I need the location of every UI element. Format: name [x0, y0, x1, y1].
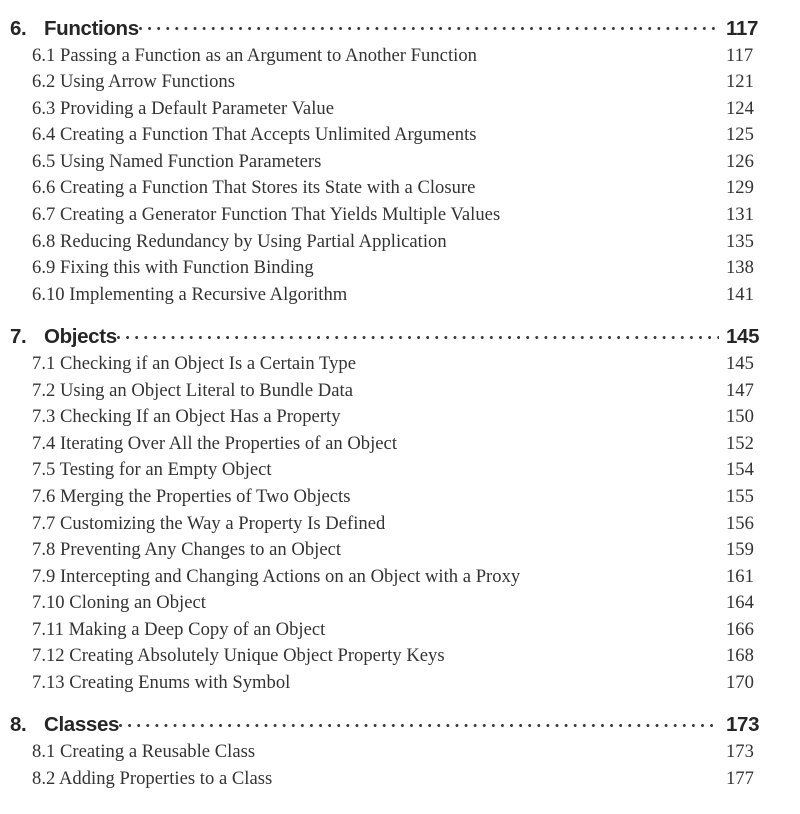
toc-entry-page-number: 177 — [726, 767, 754, 789]
toc-entry-label: 8.2 Adding Properties to a Class — [32, 767, 273, 789]
toc-entry-label: 6.10 Implementing a Recursive Algorithm — [32, 283, 348, 305]
toc-entry-label: 6.4 Creating a Function That Accepts Unlimited Arguments — [32, 124, 477, 146]
toc-entry-label: 6.7 Creating a Generator Function That Yields Multiple Values — [32, 204, 501, 226]
toc-entry-label: 7.10 Cloning an Object — [32, 592, 206, 614]
toc-entry-label: 7.1 Checking if an Object Is a Certain Type — [32, 352, 356, 374]
chapter-title: Objects — [44, 324, 117, 348]
toc-entry-label: 6.6 Creating a Function That Stores its State with a Closure — [32, 177, 476, 199]
toc-entry-label: 7.9 Intercepting and Changing Actions on an Object with a Proxy — [32, 565, 521, 587]
toc-entry-label: 7.12 Creating Absolutely Unique Object Property Keys — [32, 645, 445, 667]
toc-entry-page-number: 126 — [726, 150, 754, 172]
toc-entry-row[interactable] — [0, 484, 800, 511]
toc-entry-row[interactable] — [0, 670, 800, 697]
toc-entry-label: 6.5 Using Named Function Parameters — [32, 150, 322, 172]
toc-entry-page-number: 125 — [726, 124, 754, 146]
chapter-page-number: 117 — [726, 16, 759, 40]
toc-entry-page-number: 124 — [726, 97, 754, 119]
toc-entry-row[interactable] — [0, 431, 800, 458]
chapter-number: 8. — [10, 713, 27, 737]
dot-leader — [119, 711, 719, 732]
toc-entry-row[interactable] — [0, 457, 800, 484]
chapter-title: Functions — [44, 16, 139, 40]
toc-entry-label: 7.7 Customizing the Way a Property Is Defined — [32, 512, 386, 534]
toc-entry-label: 6.2 Using Arrow Functions — [32, 71, 235, 93]
toc-entry-page-number: 147 — [726, 379, 754, 401]
toc-entry-row[interactable] — [0, 175, 800, 202]
toc-entry-row[interactable] — [0, 739, 800, 766]
toc-entry-page-number: 161 — [726, 565, 754, 587]
toc-entry-row[interactable] — [0, 511, 800, 538]
toc-entry-row[interactable] — [0, 282, 800, 309]
toc-entry-label: 6.9 Fixing this with Function Binding — [32, 257, 314, 279]
toc-entry-row[interactable] — [0, 229, 800, 256]
toc-entry-row[interactable] — [0, 766, 800, 793]
toc-entry-page-number: 145 — [726, 352, 754, 374]
toc-entry-page-number: 156 — [726, 512, 754, 534]
toc-entry-label: 7.13 Creating Enums with Symbol — [32, 672, 291, 694]
toc-entry-page-number: 170 — [726, 672, 754, 694]
toc-entry-row[interactable] — [0, 564, 800, 591]
chapter-title: Classes — [44, 713, 120, 737]
chapter-heading-row[interactable] — [0, 711, 800, 738]
toc-entry-row[interactable] — [0, 378, 800, 405]
toc-entry-page-number: 159 — [726, 539, 754, 561]
chapter-heading-row[interactable] — [0, 322, 800, 349]
toc-section — [0, 711, 800, 793]
toc-entry-page-number: 168 — [726, 645, 754, 667]
toc-section — [0, 14, 800, 308]
toc-entry-label: 7.6 Merging the Properties of Two Objects — [32, 485, 351, 507]
dot-leader — [139, 14, 719, 35]
toc-entry-row[interactable] — [0, 351, 800, 378]
toc-entry-page-number: 131 — [726, 204, 754, 226]
toc-section — [0, 322, 800, 696]
toc-entry-row[interactable] — [0, 643, 800, 670]
toc-entry-page-number: 164 — [726, 592, 754, 614]
toc-entry-row[interactable] — [0, 43, 800, 70]
toc-entry-page-number: 129 — [726, 177, 754, 199]
toc-entry-page-number: 150 — [726, 406, 754, 428]
chapter-number: 6. — [10, 16, 27, 40]
toc-entry-page-number: 155 — [726, 485, 754, 507]
toc-entry-label: 7.8 Preventing Any Changes to an Object — [32, 539, 342, 561]
chapter-page-number: 145 — [726, 324, 760, 348]
toc-entry-label: 6.1 Passing a Function as an Argument to Another Function — [32, 44, 477, 66]
toc-entry-label: 7.5 Testing for an Empty Object — [32, 459, 272, 481]
toc-entry-row[interactable] — [0, 202, 800, 229]
toc-entry-row[interactable] — [0, 69, 800, 96]
toc-entry-page-number: 173 — [726, 741, 754, 763]
toc-entry-label: 7.2 Using an Object Literal to Bundle Data — [32, 379, 353, 401]
toc-entry-page-number: 138 — [726, 257, 754, 279]
toc-entry-row[interactable] — [0, 96, 800, 123]
chapter-number: 7. — [10, 324, 27, 348]
toc-entry-label: 8.1 Creating a Reusable Class — [32, 741, 256, 763]
dot-leader — [117, 322, 719, 343]
chapter-page-number: 173 — [726, 713, 760, 737]
toc-list — [0, 14, 800, 792]
toc-entry-label: 7.4 Iterating Over All the Properties of an Object — [32, 432, 398, 454]
toc-entry-page-number: 117 — [726, 44, 754, 66]
toc-entry-label: 7.3 Checking If an Object Has a Property — [32, 406, 341, 428]
toc-entry-page-number: 141 — [726, 283, 754, 305]
toc-entry-row[interactable] — [0, 149, 800, 176]
toc-entry-label: 6.3 Providing a Default Parameter Value — [32, 97, 334, 119]
toc-entry-row[interactable] — [0, 617, 800, 644]
toc-entry-page-number: 152 — [726, 432, 754, 454]
toc-entry-label: 6.8 Reducing Redundancy by Using Partial Application — [32, 230, 447, 252]
toc-entry-page-number: 121 — [726, 71, 754, 93]
toc-page — [0, 14, 800, 814]
toc-entry-row[interactable] — [0, 404, 800, 431]
chapter-heading-row[interactable] — [0, 14, 800, 41]
toc-entry-label: 7.11 Making a Deep Copy of an Object — [32, 618, 326, 640]
toc-entry-page-number: 135 — [726, 230, 754, 252]
toc-entry-row[interactable] — [0, 255, 800, 282]
toc-entry-row[interactable] — [0, 590, 800, 617]
toc-entry-page-number: 166 — [726, 618, 754, 640]
toc-entry-row[interactable] — [0, 122, 800, 149]
toc-entry-page-number: 154 — [726, 459, 754, 481]
toc-entry-row[interactable] — [0, 537, 800, 564]
